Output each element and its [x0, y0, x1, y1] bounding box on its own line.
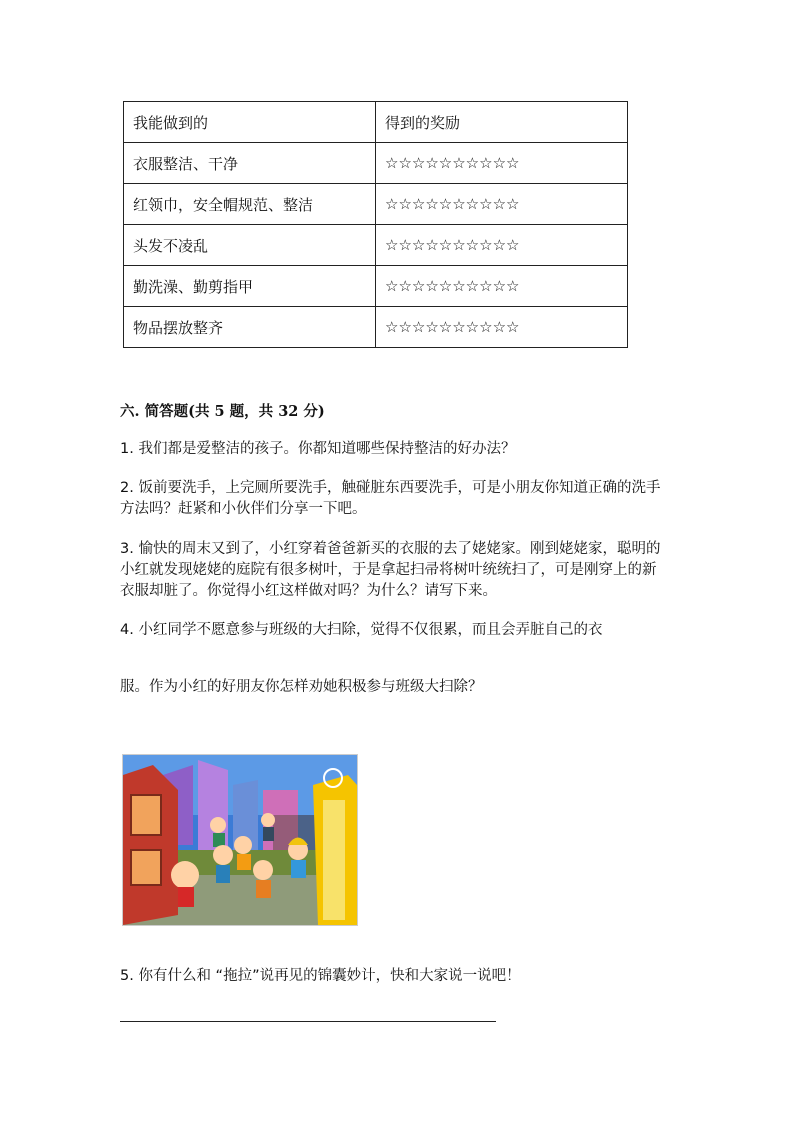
- table-row: [124, 143, 628, 184]
- question-5: 5. 你有什么和 “拖拉”说再见的锦囊妙计，快和大家说一说吧！: [120, 968, 521, 984]
- table-header-row: [124, 102, 628, 143]
- answer-line[interactable]: [120, 1021, 496, 1022]
- table-cell-item: 物品摆放整齐: [124, 307, 376, 348]
- table-header-cell: 我能做到的: [124, 102, 376, 143]
- table-row: [124, 266, 628, 307]
- table-header-cell: 得到的奖励: [376, 102, 628, 143]
- question-3: 3. 愉快的周末又到了，小红穿着爸爸新买的衣服的去了姥姥家。刚到姥姥家，聪明的小红就发现姥姥的庭院有很多树叶，于是拿起扫帚将树叶统统扫了，可是刚穿上的新衣服却脏了。你觉得小红这样做对吗？为什么？请写下来。: [120, 541, 661, 599]
- table-cell-stars: ☆☆☆☆☆☆☆☆☆☆: [376, 143, 628, 184]
- table-cell-item: 勤洗澡、勤剪指甲: [124, 266, 376, 307]
- table-cell-item: 衣服整洁、干净: [124, 143, 376, 184]
- cartoon-illustration: [122, 754, 358, 926]
- table-cell-stars: ☆☆☆☆☆☆☆☆☆☆: [376, 184, 628, 225]
- table-cell-stars: ☆☆☆☆☆☆☆☆☆☆: [376, 266, 628, 307]
- question-4-line-2: 服。作为小红的好朋友你怎样劝她积极参与班级大扫除？: [120, 679, 483, 695]
- table-cell-stars: ☆☆☆☆☆☆☆☆☆☆: [376, 225, 628, 266]
- question-1: 1. 我们都是爱整洁的孩子。你都知道哪些保持整洁的好办法？: [120, 441, 516, 457]
- table-cell-item: 头发不凌乱: [124, 225, 376, 266]
- section-title: 六. 简答题(共 5 题，共 32 分): [120, 403, 325, 420]
- question-4-line-1: 4. 小红同学不愿意参与班级的大扫除，觉得不仅很累，而且会弄脏自己的衣: [120, 622, 603, 638]
- cartoon-scene-image: [123, 755, 357, 925]
- table-cell-stars: ☆☆☆☆☆☆☆☆☆☆: [376, 307, 628, 348]
- reward-table: [123, 101, 628, 348]
- table-row: [124, 307, 628, 348]
- table-row: [124, 225, 628, 266]
- question-2: 2. 饭前要洗手，上完厕所要洗手，触碰脏东西要洗手，可是小朋友你知道正确的洗手方法吗？赶紧和小伙伴们分享一下吧。: [120, 480, 661, 517]
- table-row: [124, 184, 628, 225]
- table-cell-item: 红领巾，安全帽规范、整洁: [124, 184, 376, 225]
